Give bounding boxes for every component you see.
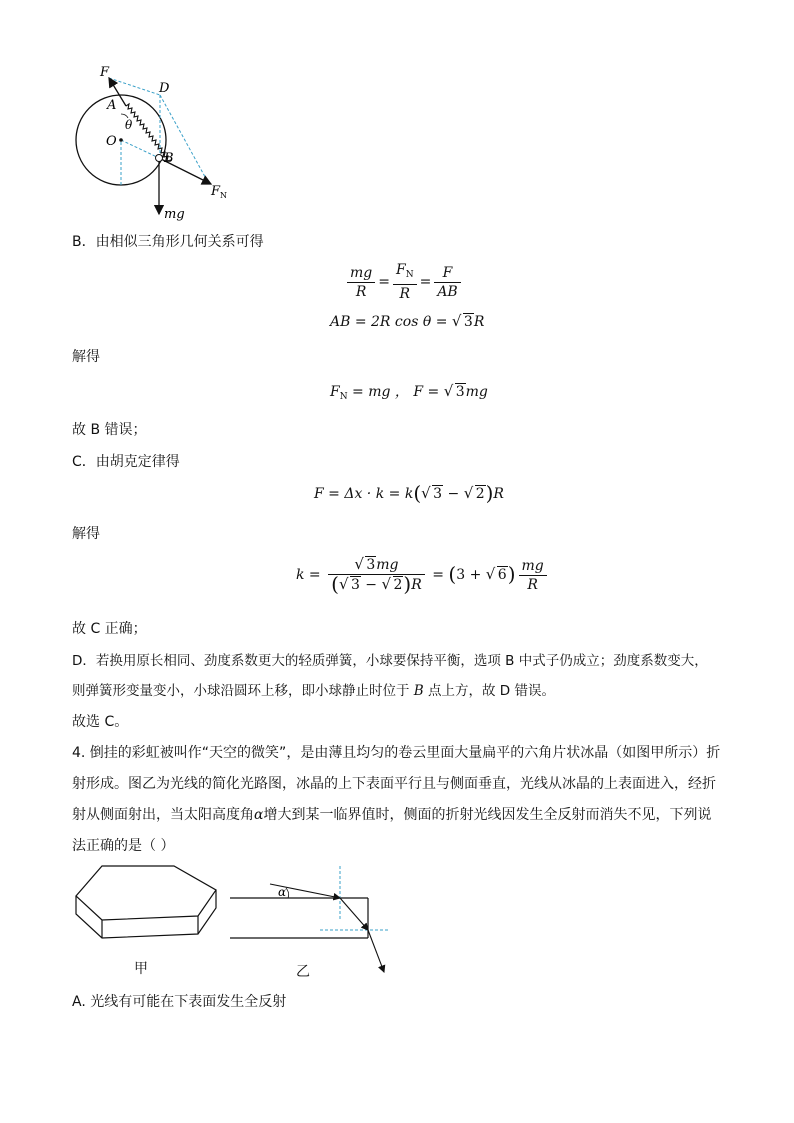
option-b-lead: B．由相似三角形几何关系可得: [72, 234, 264, 250]
label-mg: mg: [164, 207, 185, 222]
solve-label-c: 解得: [72, 526, 100, 542]
option-d-line-1: D．若换用原长相同、劲度系数更大的轻质弹簧，小球要保持平衡，选项 B 中式子仍成立；劲度系数变大，: [72, 653, 708, 669]
label-fn: $F_N$: [211, 184, 228, 200]
label-o: O: [106, 134, 117, 149]
caption-yi: 乙: [296, 964, 310, 980]
label-f: F: [100, 65, 110, 80]
radius-ob-dashed: [121, 140, 159, 158]
spring-constant-equation: k = √ $\frac{3mg}{(√ 3 - √ 2)R}$ = (3 + √ 6) $\frac{mg}{R}$: [296, 556, 550, 594]
option-b-conclusion: 故 B 错误；: [72, 422, 147, 438]
caption-jia: 甲: [134, 961, 148, 977]
option-c-conclusion: 故 C 正确；: [72, 621, 147, 637]
label-alpha: α: [278, 885, 287, 899]
question-4-line-1: 4. 倒挂的彩虹被叫作“天空的微笑”，是由薄且均匀的卷云里面大量扁平的六角片状冰晶（如图甲所示）折: [72, 745, 721, 761]
option-c-lead: C．由胡克定律得: [72, 454, 180, 470]
answer-line: 故选 C。: [72, 714, 129, 730]
ice-crystal-figure: [70, 862, 220, 952]
ring-spring-force-diagram: [66, 62, 246, 224]
option-d-line-2: 则弹簧形变量变小，小球沿圆环上移，即小球静止时位于 B 点上方，故 D 错误。: [72, 683, 555, 699]
question-4-line-2: 射形成。图乙为光线的简化光路图，冰晶的上下表面平行且与侧面垂直，光线从冰晶的上表面进入，经折: [72, 776, 716, 792]
label-a: A: [107, 98, 117, 113]
question-4-line-3: 射从侧面射出，当太阳高度角α增大到某一临界值时，侧面的折射光线因发生全反射而消失不见，下列说: [72, 807, 712, 823]
light-path-figure: [222, 862, 402, 980]
label-b: B: [164, 151, 174, 166]
center-point: [119, 138, 123, 142]
fn-f-result-equation: $F_N$ = mg ， F = √ 3mg: [330, 383, 488, 406]
similar-triangle-equation: $\frac{mg}{R}$ = $\frac{F_N}{R}$ = $\frac{F}{AB}$: [344, 261, 464, 303]
ab-length-equation: AB = 2R cos θ = √ 3R: [330, 313, 484, 331]
ball-b: [156, 155, 163, 162]
label-theta: θ: [125, 118, 133, 132]
question-4-line-4: 法正确的是（ ）: [72, 838, 175, 854]
solve-label-b: 解得: [72, 349, 100, 365]
label-d: D: [159, 81, 170, 96]
option-a-line: A. 光线有可能在下表面发生全反射: [72, 994, 287, 1010]
hooke-law-equation: F = Δx · k = k(√ 3 − √ 2)R: [314, 484, 504, 503]
